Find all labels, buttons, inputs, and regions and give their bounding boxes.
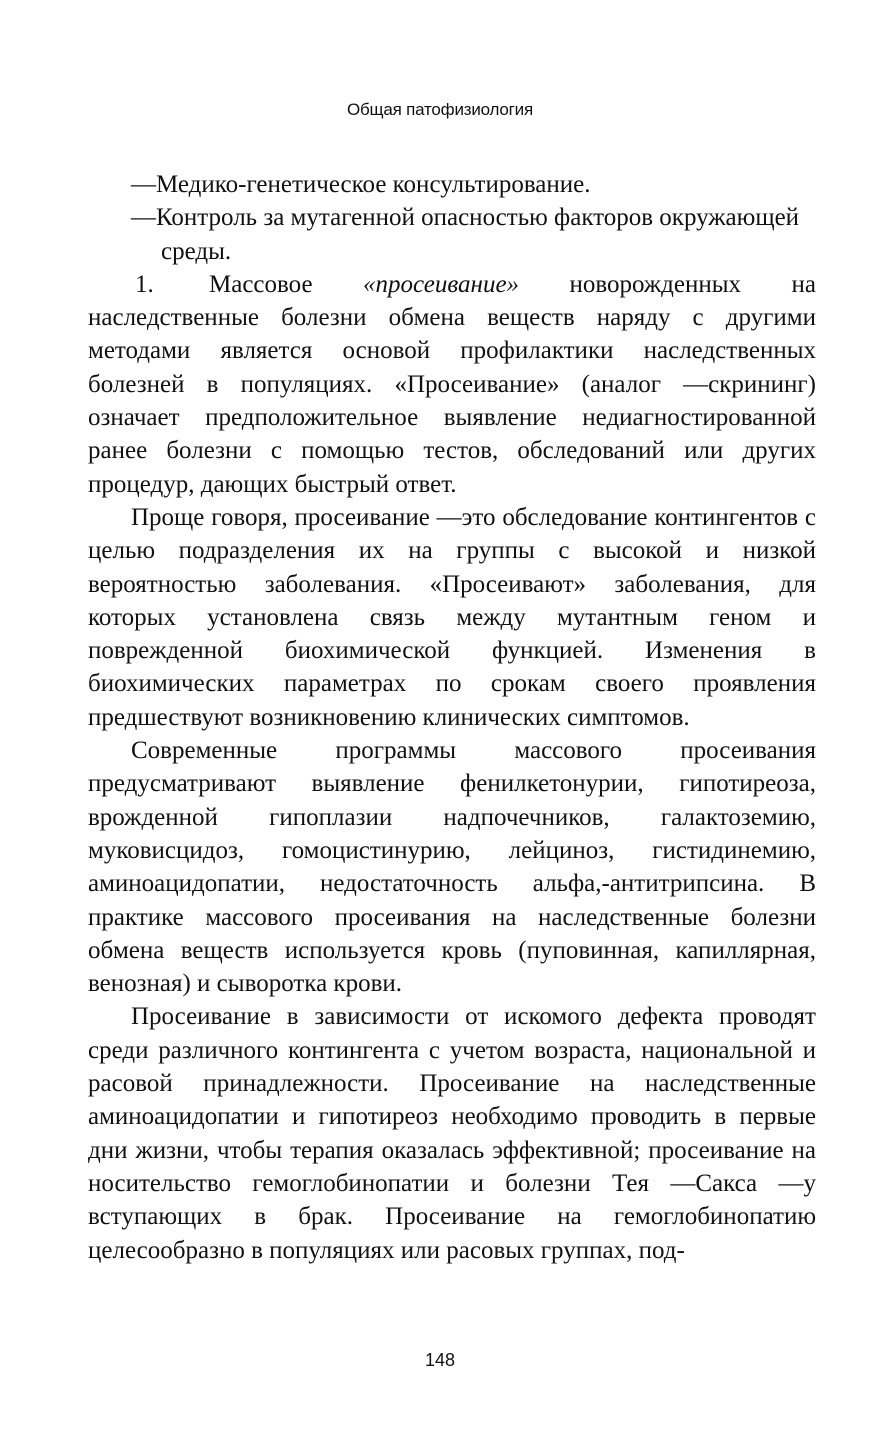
dash-item: —Контроль за мутагенной опасностью факторов окружающей среды. [131,204,800,265]
paragraph-text-rest: новорожденных на наследственные болезни обмена веществ наряду с другими методами является основой профилактики наследственных болезней в популяциях. «Просеивание» (аналог —скрининг) означает предположительное выявление недиагностированной ранее болезни с помощью тестов, обследований или других процедур, дающих быстрый ответ. [88,270,816,498]
page-number: 148 [424,1350,456,1370]
dash-item: —Медико-генетическое консультирование. [131,171,591,198]
italic-term: «просеивание» [363,270,520,298]
paragraph-text-start: Массовое [209,270,364,298]
paragraph: Просеивание в зависимости от искомого дефекта проводят среди различного контингента с учетом возраста, национальной и расовой принадлежности. Просеивание на наследственные аминоацидопатии и гипотиреоз необходимо проводить в первые дни жизни, чтобы терапия оказалась эффективной; просеивание на носительство гемоглобинопатии и болезни Тея —Сакса —у вступающих в брак. Просеивание на гемоглобинопатию целесообразно в популяциях или расовых группах, под- [88,1003,816,1264]
numbered-paragraph [88,268,816,501]
running-head: Общая патофизиология [347,100,533,119]
paragraph: Проще говоря, просеивание —это обследование контингентов с целью подразделения их на группы с высокой и низкой вероятностью заболевания. «Просеивают» заболевания, для которых установлена связь между мутантным геном и поврежденной биохимической функцией. Изменения в биохимических параметрах по срокам своего проявления предшествуют возникновению клинических симптомов. [88,503,816,731]
page-body [88,168,816,1267]
paragraph: Современные программы массового просеивания предусматривают выявление фенилкетонурии, гипотиреоза, врожденной гипоплазии надпочечников, галактоземию, муковисцидоз, гомоцистинурию, лейциноз, гистидинемию, аминоацидопатии, недостаточность альфа,-антитрипсина. В практике массового просеивания на наследственные болезни обмена веществ используется кровь (пуповинная, капиллярная, венозная) и сыворотка крови. [88,737,816,998]
paragraph-number: 1. [135,270,154,298]
